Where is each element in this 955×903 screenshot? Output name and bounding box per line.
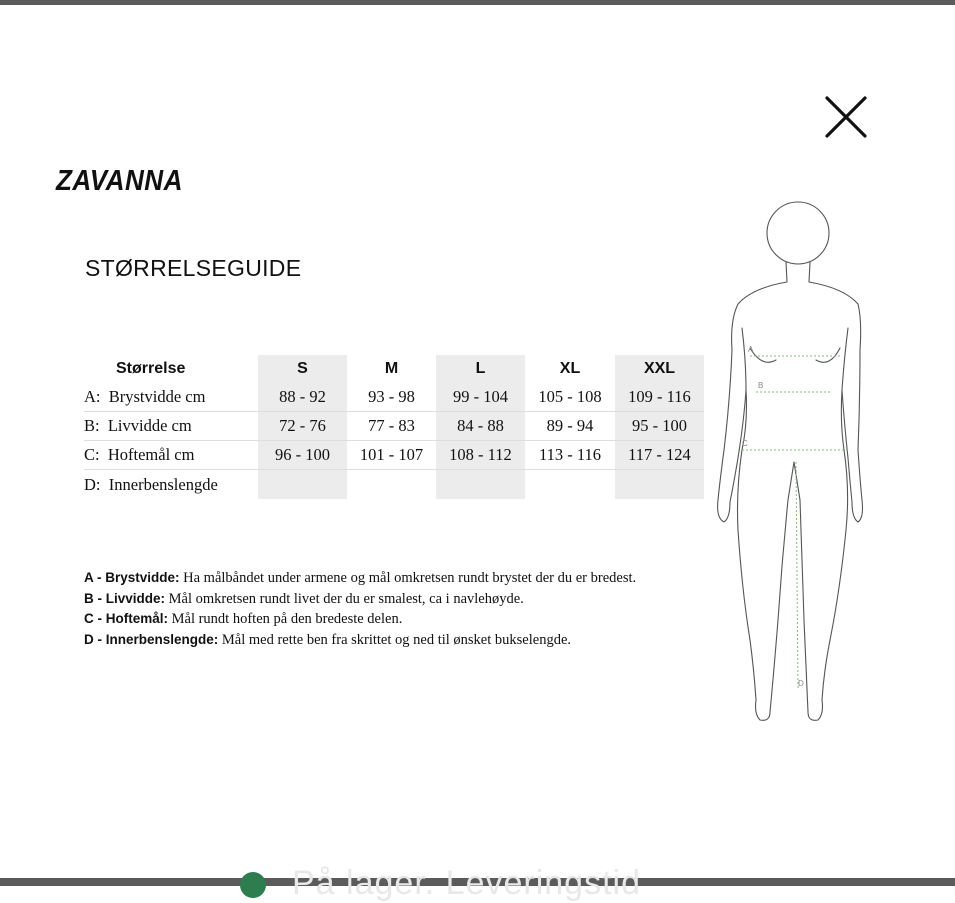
note-term: D - Innerbenslengde: [84, 631, 219, 647]
table-cell [347, 470, 436, 500]
row-label [84, 412, 258, 441]
bottom-bar [0, 864, 955, 902]
row-letter: A: [84, 387, 101, 406]
label-d: D [798, 679, 804, 688]
measurement-notes [84, 568, 694, 650]
label-b: B [758, 381, 764, 390]
size-header-row [84, 355, 704, 383]
body-outline-icon [712, 200, 862, 730]
row-label [84, 383, 258, 412]
page-title: STØRRELSEGUIDE [85, 255, 302, 281]
row-label [84, 470, 258, 500]
table-cell [525, 470, 615, 500]
table-cell: 96 - 100 [258, 441, 347, 470]
size-header-s: S [258, 355, 347, 383]
table-row [84, 412, 704, 441]
note-item [84, 609, 694, 630]
table-cell: 84 - 88 [436, 412, 525, 441]
note-item [84, 568, 694, 589]
table-cell: 113 - 116 [525, 441, 615, 470]
size-header-xxl: XXL [615, 355, 704, 383]
size-header-label: Størrelse [116, 360, 186, 377]
note-text: Mål rundt hoften på den bredeste delen. [168, 611, 403, 627]
note-text: Mål omkretsen rundt livet der du er smalest, ca i navlehøyde. [165, 590, 524, 607]
size-table [84, 355, 704, 499]
row-letter: B: [84, 416, 100, 435]
note-item [84, 589, 694, 610]
table-cell: 105 - 108 [525, 383, 615, 412]
table-cell: 95 - 100 [615, 412, 704, 441]
table-cell: 93 - 98 [347, 383, 436, 412]
stock-status-icon [240, 872, 266, 898]
table-cell: 117 - 124 [615, 441, 704, 470]
body-measurement-figure [712, 200, 862, 730]
size-header-l: L [436, 355, 525, 383]
row-letter: C: [84, 445, 100, 464]
note-item [84, 630, 694, 651]
top-bar [0, 0, 955, 5]
row-label [84, 441, 258, 470]
table-cell: 72 - 76 [258, 412, 347, 441]
size-header-m: M [384, 360, 399, 377]
table-cell: 101 - 107 [347, 441, 436, 470]
row-name: Hoftemål cm [107, 445, 195, 464]
stock-status-text: På lager. Leveringstid [292, 864, 641, 902]
table-cell [436, 470, 525, 500]
note-term: C - Hoftemål: [84, 611, 168, 626]
note-text: Ha målbåndet under armene og mål omkretsen rundt brystet der du er bredest. [179, 570, 637, 586]
row-name: Brystvidde cm [108, 387, 206, 406]
table-cell: 108 - 112 [436, 441, 525, 470]
table-row [84, 383, 704, 412]
table-cell: 99 - 104 [436, 383, 525, 412]
brand-logo: ZAVANNA [56, 165, 183, 197]
table-cell: 77 - 83 [347, 412, 436, 441]
label-a: A [748, 345, 754, 354]
table-cell: 109 - 116 [615, 383, 704, 412]
note-term: A - Brystvidde: [84, 570, 180, 585]
note-term: B - Livvidde: [84, 590, 166, 606]
label-c: C [742, 439, 748, 448]
close-icon [824, 95, 868, 139]
note-text: Mål med rette ben fra skrittet og ned til ønsket bukselengde. [218, 631, 572, 648]
close-button[interactable] [824, 95, 868, 139]
table-row [84, 470, 704, 500]
row-name: Livvidde cm [107, 416, 192, 435]
table-cell [615, 470, 704, 500]
row-name: Innerbenslengde [108, 474, 218, 494]
table-cell: 88 - 92 [258, 383, 347, 412]
size-header-xl: XL [559, 360, 581, 377]
table-cell: 89 - 94 [525, 412, 615, 441]
row-letter: D: [84, 474, 101, 494]
table-row [84, 441, 704, 470]
table-cell [258, 470, 347, 500]
